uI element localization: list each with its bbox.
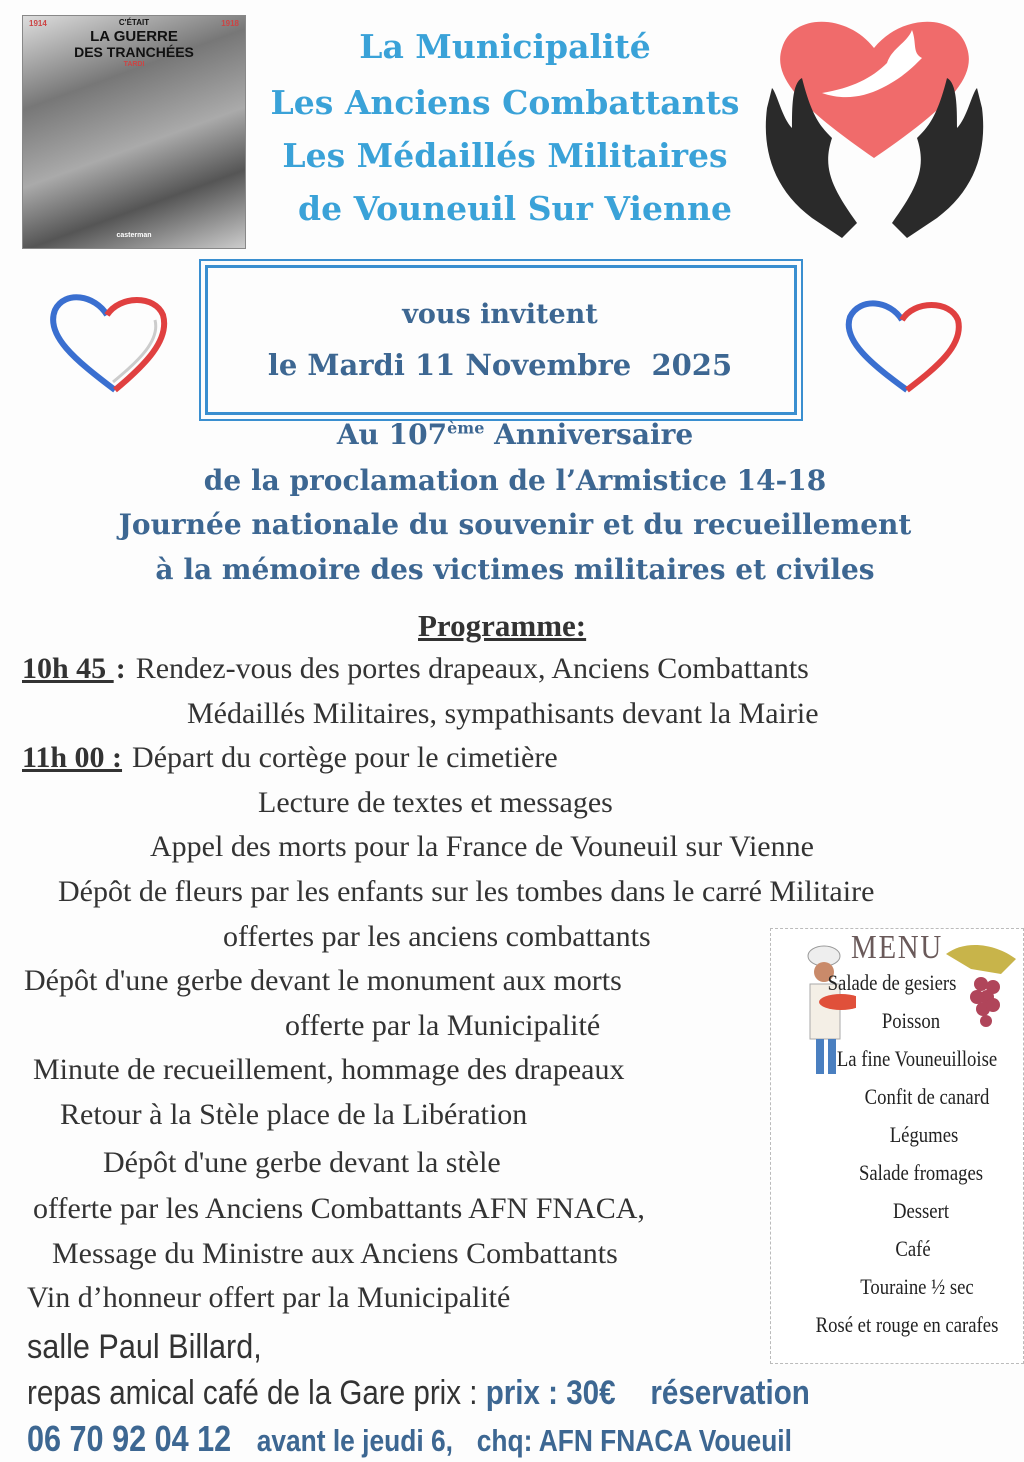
- menu-item: Légumes: [889, 1122, 959, 1147]
- programme-line: offerte par la Municipalité: [285, 1009, 601, 1042]
- programme-line: offerte par les Anciens Combattants AFN FNACA,: [33, 1192, 645, 1225]
- anniversary-sup: ème: [447, 418, 485, 438]
- menu-item: Salade fromages: [858, 1160, 984, 1185]
- time-1100: 11h 00 :: [22, 741, 123, 774]
- cover-pre: C'ÉTAIT: [118, 18, 150, 27]
- programme-entry-1045: [22, 652, 809, 686]
- programme-entry-1100: [22, 741, 558, 775]
- cover-title-1: LA GUERRE: [90, 28, 178, 45]
- anniversary-line-3: à la mémoire des victimes militaires et civiles: [155, 553, 875, 586]
- programme-line: Message du Ministre aux Anciens Combattants: [52, 1237, 618, 1270]
- phone-number[interactable]: 06 70 92 04 12: [27, 1418, 232, 1459]
- menu-title: MENU: [851, 929, 943, 966]
- header-line-medailles: Les Médaillés Militaires: [282, 136, 728, 175]
- header-line-municipalite: La Municipalité: [359, 27, 651, 66]
- anniversary-suffix: Anniversaire: [484, 418, 694, 451]
- meal-line: [27, 1374, 810, 1413]
- cover-year-right: 1918: [221, 19, 239, 28]
- header-line-anciens-combattants: Les Anciens Combattants: [270, 83, 740, 122]
- menu-item: Poisson: [881, 1008, 941, 1033]
- anniversary-prefix: Au 107: [336, 418, 448, 451]
- programme-line: Appel des morts pour la France de Vouneuil sur Vienne: [150, 830, 814, 863]
- menu-item: Dessert: [892, 1198, 950, 1223]
- menu-card: [770, 928, 1024, 1364]
- reservation-label: réservation: [650, 1374, 810, 1412]
- programme-line: Lecture de textes et messages: [258, 786, 613, 819]
- invite-line-1: vous invitent: [402, 299, 598, 330]
- programme-line: Minute de recueillement, hommage des drapeaux: [33, 1053, 625, 1086]
- programme-line: offertes par les anciens combattants: [223, 920, 651, 953]
- cheque-text: chq: AFN FNACA Voueuil: [476, 1423, 792, 1458]
- menu-item: Café: [895, 1236, 931, 1261]
- anniversary-title: [0, 418, 1024, 451]
- programme-heading: Programme:: [418, 608, 587, 643]
- contact-line: [27, 1418, 792, 1460]
- cover-title-2: DES TRANCHÉES: [74, 44, 194, 60]
- deadline-text: avant le jeudi 6,: [256, 1423, 453, 1458]
- programme-line: Retour à la Stèle place de la Libération: [60, 1098, 528, 1131]
- menu-item: La fine Vouneuilloise: [836, 1046, 998, 1071]
- venue-text: salle Paul Billard,: [27, 1328, 262, 1366]
- programme-line: Dépôt d'une gerbe devant la stèle: [103, 1146, 501, 1179]
- programme-line: Dépôt de fleurs par les enfants sur les tombes dans le carré Militaire: [58, 875, 875, 908]
- anniversary-line-1: de la proclamation de l’Armistice 14-18: [203, 464, 827, 497]
- cover-author: TARDI: [123, 61, 145, 68]
- time-separator: :: [115, 652, 126, 685]
- entry-text: Départ du cortège pour le cimetière: [132, 741, 558, 774]
- cover-publisher: casterman: [116, 232, 152, 239]
- menu-item: Rosé et rouge en carafes: [815, 1312, 999, 1337]
- anniversary-line-2: Journée nationale du souvenir et du recueillement: [118, 508, 912, 541]
- invitation-box: [205, 265, 797, 415]
- time-1045: 10h 45: [22, 652, 114, 685]
- menu-item: Salade de gesiers: [827, 970, 957, 995]
- programme-line: Vin d’honneur offert par la Municipalité: [27, 1281, 511, 1314]
- invite-date: le Mardi 11 Novembre 2025: [267, 348, 733, 382]
- meal-text: repas amical café de la Gare prix :: [27, 1374, 486, 1412]
- programme-line: Médaillés Militaires, sympathisants devant la Mairie: [187, 697, 819, 730]
- entry-text: Rendez-vous des portes drapeaux, Anciens Combattants: [135, 652, 809, 685]
- programme-line: Dépôt d'une gerbe devant le monument aux morts: [24, 964, 622, 997]
- cover-year-left: 1914: [29, 19, 47, 28]
- price-text: prix : 30€: [485, 1374, 616, 1412]
- menu-item: Touraine ½ sec: [860, 1274, 974, 1299]
- header-line-vouneuil: de Vouneuil Sur Vienne: [298, 189, 732, 228]
- menu-item: Confit de canard: [864, 1084, 990, 1109]
